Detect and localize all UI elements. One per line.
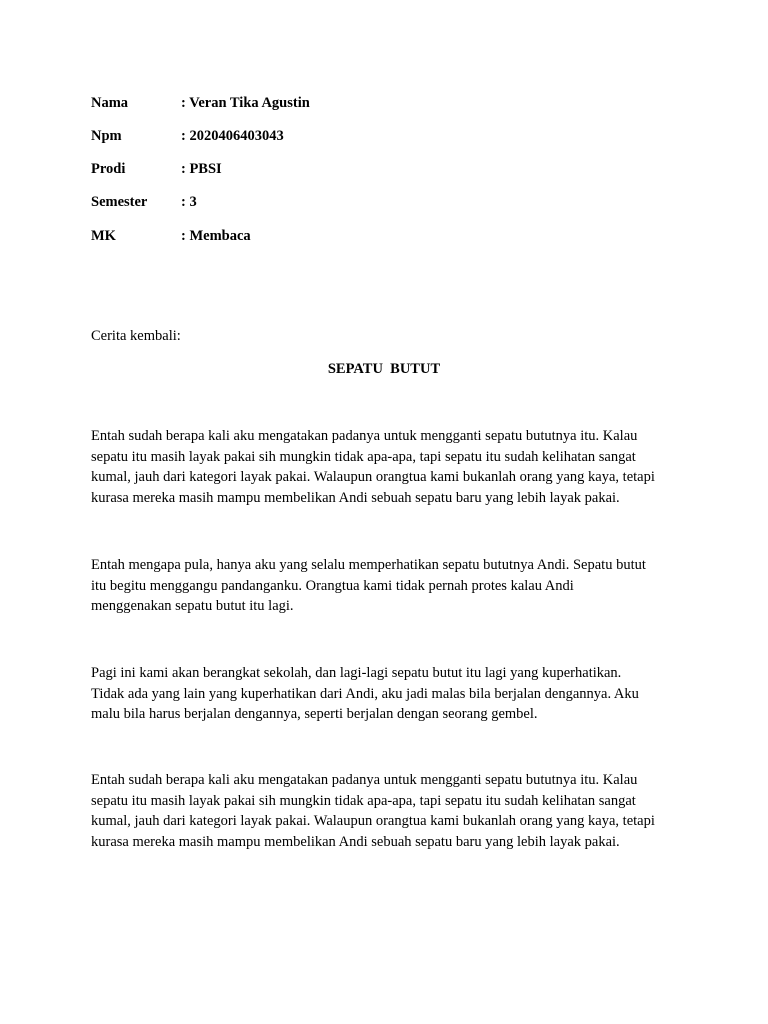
paragraph-line: itu begitu menggangu pandanganku. Orangtua kami tidak pernah protes kalau Andi — [91, 577, 574, 594]
paragraph-line: menggenakan sepatu butut itu lagi. — [91, 598, 294, 614]
paragraph-line: kurasa mereka masih mampu membelikan Andi sebuah sepatu baru yang lebih layak pakai. — [91, 833, 620, 850]
info-value: : Veran Tika Agustin — [181, 95, 310, 111]
paragraph-line: Entah sudah berapa kali aku mengatakan padanya untuk mengganti sepatu bututnya itu. Kalau — [91, 428, 638, 444]
story-title: SEPATU BUTUT — [327, 361, 441, 377]
paragraph-line: kurasa mereka masih mampu membelikan Andi sebuah sepatu baru yang lebih layak pakai. — [91, 489, 620, 506]
paragraph-line: Tidak ada yang lain yang kuperhatikan dari Andi, aku jadi malas bila berjalan dengannya. Aku — [91, 685, 639, 702]
story-paragraph-1 — [91, 426, 691, 508]
paragraph-line: sepatu itu masih layak pakai sih mungkin tidak apa-apa, tapi sepatu itu sudah kelihatan sangat — [91, 448, 636, 465]
info-label: Prodi — [91, 161, 126, 177]
intro-text: Cerita kembali: — [91, 328, 181, 344]
paragraph-line: malu bila harus berjalan dengannya, seperti berjalan dengan seorang gembel. — [91, 706, 538, 722]
paragraph-line: kumal, jauh dari kategori layak pakai. Walaupun orangtua kami bukanlah orang yang kaya, tetapi — [91, 469, 655, 485]
paragraph-line: sepatu itu masih layak pakai sih mungkin tidak apa-apa, tapi sepatu itu sudah kelihatan sangat — [91, 792, 636, 809]
paragraph-line: Entah mengapa pula, hanya aku yang selalu memperhatikan sepatu bututnya Andi. Sepatu butut — [91, 557, 646, 573]
info-label: MK — [91, 228, 116, 244]
info-value: : 3 — [181, 194, 197, 210]
paragraph-line: kumal, jauh dari kategori layak pakai. Walaupun orangtua kami bukanlah orang yang kaya, tetapi — [91, 813, 655, 829]
info-value: : 2020406403043 — [181, 128, 284, 144]
story-paragraph-3 — [91, 663, 691, 725]
info-label: Nama — [91, 95, 129, 111]
info-value: : Membaca — [181, 228, 251, 244]
info-value: : PBSI — [181, 161, 222, 177]
story-paragraph-4 — [91, 770, 691, 852]
info-label: Semester — [91, 194, 148, 210]
paragraph-line: Pagi ini kami akan berangkat sekolah, dan lagi-lagi sepatu butut itu lagi yang kuperhatikan. — [91, 665, 622, 681]
info-label: Npm — [91, 128, 122, 144]
story-paragraph-2 — [91, 555, 691, 617]
paragraph-line: Entah sudah berapa kali aku mengatakan padanya untuk mengganti sepatu bututnya itu. Kalau — [91, 772, 638, 788]
